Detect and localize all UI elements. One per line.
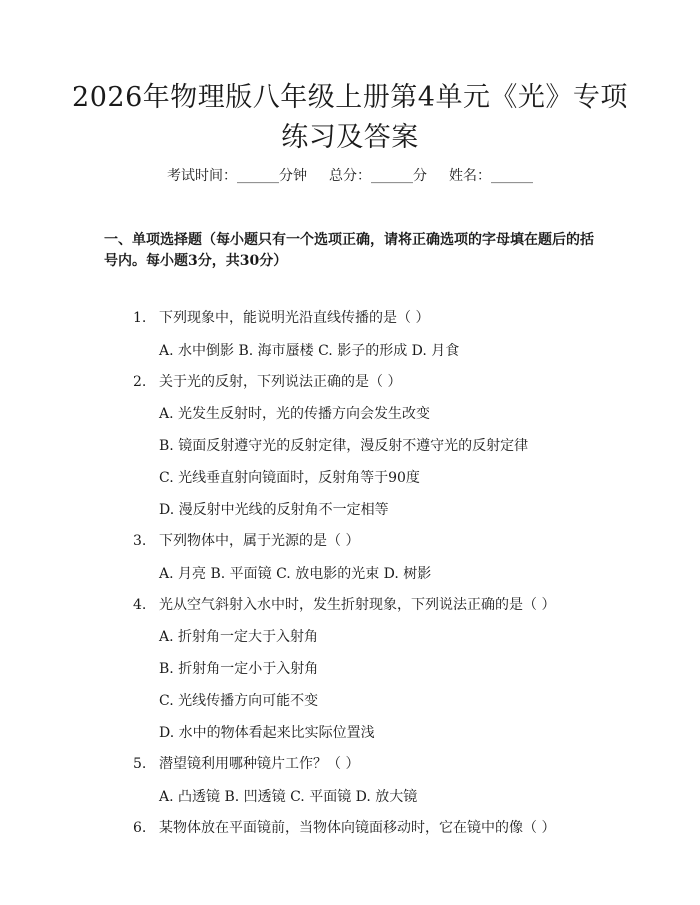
page-title: 2026年物理版八年级上册第4单元《光》专项练习及答案 (72, 82, 628, 153)
question-4-option-a: A. 折射角一定大于入射角 (159, 629, 319, 645)
exam-meta (0, 165, 700, 187)
question-1 (133, 307, 429, 329)
question-stem: 潜望镜利用哪种镜片工作？（ ） (159, 756, 360, 772)
student-name: 姓名：______ (449, 168, 533, 184)
question-stem: 某物体放在平面镜前，当物体向镜面移动时，它在镜中的像（ ） (159, 820, 556, 836)
question-number: 2. (133, 374, 147, 390)
exam-time: 考试时间：______分钟 (167, 168, 307, 184)
question-stem: 关于光的反射，下列说法正确的是（ ） (159, 374, 402, 390)
question-number: 5. (133, 756, 147, 772)
question-3 (133, 530, 359, 552)
question-2-option-d: D. 漫反射中光线的反射角不一定相等 (159, 502, 389, 518)
question-stem: 下列物体中，属于光源的是（ ） (159, 533, 360, 549)
question-2-option-b: B. 镜面反射遵守光的反射定律，漫反射不遵守光的反射定律 (159, 438, 529, 454)
question-4-option-b: B. 折射角一定小于入射角 (159, 661, 319, 677)
question-stem: 下列现象中，能说明光沿直线传播的是（ ） (159, 310, 430, 326)
question-1-options: A. 水中倒影 B. 海市蜃楼 C. 影子的形成 D. 月食 (159, 343, 460, 359)
question-4-option-c: C. 光线传播方向可能不变 (159, 693, 319, 709)
question-2-option-a: A. 光发生反射时，光的传播方向会发生改变 (159, 406, 431, 422)
section-heading: 一、单项选择题（每小题只有一个选项正确，请将正确选项的字母填在题后的括号内。每小题3分，共30分） (104, 232, 594, 269)
question-4-option-d: D. 水中的物体看起来比实际位置浅 (159, 725, 375, 741)
question-5 (133, 753, 359, 775)
question-2 (133, 371, 401, 393)
question-2-option-c: C. 光线垂直射向镜面时，反射角等于90度 (159, 470, 420, 486)
question-3-options: A. 月亮 B. 平面镜 C. 放电影的光束 D. 树影 (159, 566, 432, 582)
question-number: 3. (133, 533, 147, 549)
question-number: 6. (133, 820, 147, 836)
question-number: 1. (133, 310, 147, 326)
question-6 (133, 817, 555, 839)
total-score: 总分：______分 (329, 168, 427, 184)
question-stem: 光从空气斜射入水中时，发生折射现象，下列说法正确的是（ ） (159, 597, 556, 613)
question-4 (133, 594, 555, 616)
question-5-options: A. 凸透镜 B. 凹透镜 C. 平面镜 D. 放大镜 (159, 789, 418, 805)
question-number: 4. (133, 597, 147, 613)
